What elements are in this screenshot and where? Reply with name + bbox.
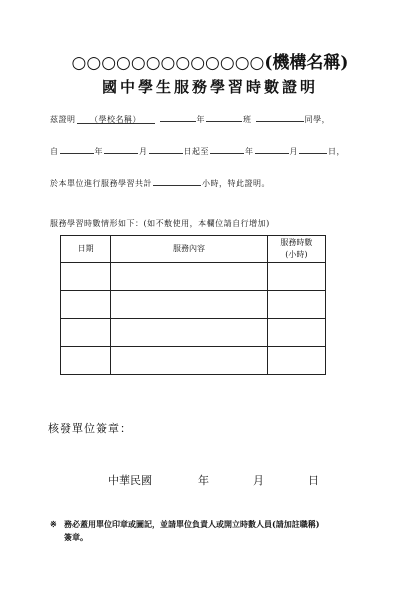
end-day-label: 日， xyxy=(328,147,345,156)
hours-text: 於本單位進行服務學習共計 xyxy=(50,179,152,188)
content-cell[interactable] xyxy=(111,319,267,347)
start-month-label: 月 xyxy=(139,147,148,156)
student-name-blank[interactable] xyxy=(256,112,304,122)
note-mark: ※ xyxy=(50,519,57,529)
organization-title: ○○○○○○○○○○○○○(機構名稱) xyxy=(71,53,349,73)
class-label: 班 xyxy=(243,115,252,124)
table-row xyxy=(61,319,326,347)
header-content: 服務內容 xyxy=(111,236,267,263)
issue-month-label: 月 xyxy=(253,474,264,487)
issuer-stamp-label: 核發單位簽章： xyxy=(48,422,132,435)
start-day-label: 日起至 xyxy=(183,147,209,156)
year-label: 年 xyxy=(196,115,206,124)
end-month-blank[interactable] xyxy=(255,144,289,154)
end-month-label: 月 xyxy=(289,147,298,156)
date-cell[interactable] xyxy=(61,347,111,375)
footnote xyxy=(50,518,400,544)
note-line-1: 務必蓋用單位印章或圖記，並請單位負責人或開立時數人員(請加註職稱) xyxy=(64,519,320,529)
note-line-2: 簽章。 xyxy=(64,532,88,542)
period-line xyxy=(50,144,345,157)
start-month-blank[interactable] xyxy=(104,144,138,154)
table-intro: 服務學習時數情形如下：(如不敷使用，本欄位請自行增加) xyxy=(50,219,270,228)
year-blank[interactable] xyxy=(160,112,196,122)
start-year-blank[interactable] xyxy=(60,144,94,154)
table-row xyxy=(61,291,326,319)
hours-cell[interactable] xyxy=(267,291,325,319)
total-hours-blank[interactable] xyxy=(153,176,201,186)
era-label: 中華民國 xyxy=(108,474,152,487)
content-cell[interactable] xyxy=(111,263,267,291)
end-year-blank[interactable] xyxy=(210,144,244,154)
hours-cell[interactable] xyxy=(267,347,325,375)
issue-date-row xyxy=(108,472,319,488)
hours-suffix: 小時，特此證明。 xyxy=(202,179,270,188)
class-blank[interactable] xyxy=(206,112,242,122)
certify-prefix: 茲證明 xyxy=(50,115,76,124)
table-header-row xyxy=(61,236,326,263)
end-year-label: 年 xyxy=(245,147,254,156)
document-title: 國中學生服務學習時數證明 xyxy=(101,78,318,96)
issue-year-label: 年 xyxy=(198,474,209,487)
date-cell[interactable] xyxy=(61,319,111,347)
start-day-blank[interactable] xyxy=(149,144,183,154)
student-label: 同學， xyxy=(304,115,331,124)
date-cell[interactable] xyxy=(61,263,111,291)
table-row xyxy=(61,263,326,291)
header-hours-unit: (小時) xyxy=(285,250,308,259)
certify-line xyxy=(50,112,330,125)
school-name-blank[interactable] xyxy=(77,114,155,124)
hours-line xyxy=(50,176,270,189)
service-hours-table xyxy=(60,235,326,375)
issue-day-label: 日 xyxy=(308,474,319,487)
header-hours xyxy=(267,236,325,263)
date-cell[interactable] xyxy=(61,291,111,319)
table-row xyxy=(61,347,326,375)
hours-cell[interactable] xyxy=(267,319,325,347)
end-day-blank[interactable] xyxy=(299,144,327,154)
school-name-placeholder: （學校名稱） xyxy=(90,115,141,124)
content-cell[interactable] xyxy=(111,291,267,319)
start-year-label: 年 xyxy=(94,147,103,156)
hours-cell[interactable] xyxy=(267,263,325,291)
content-cell[interactable] xyxy=(111,347,267,375)
header-hours-label: 服務時數 xyxy=(280,238,313,247)
from-label: 自 xyxy=(50,147,59,156)
header-date: 日期 xyxy=(61,236,111,263)
